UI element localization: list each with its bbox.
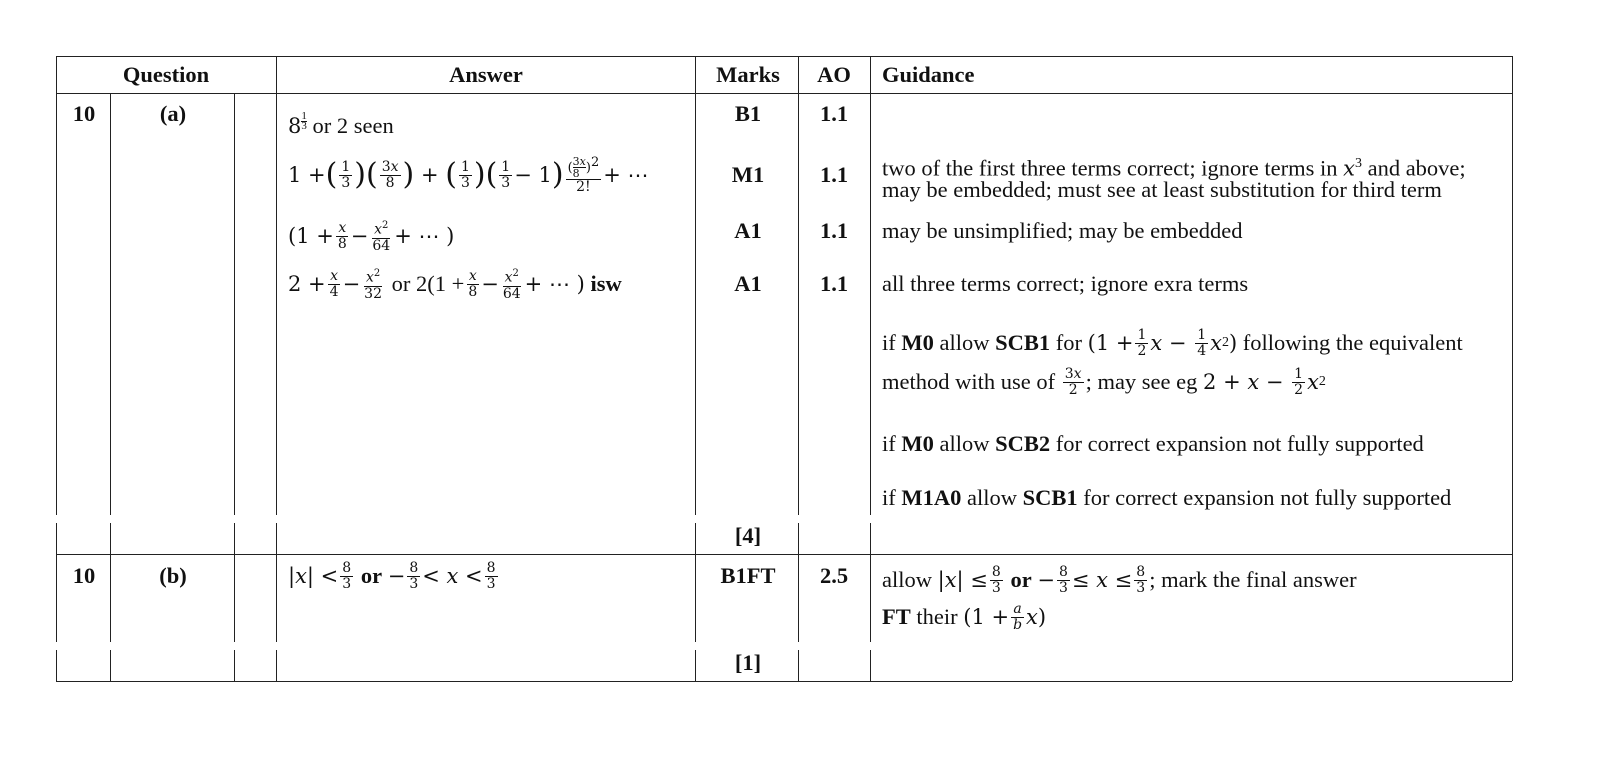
ao-value: 1.1 xyxy=(819,218,849,243)
header-ao: AO xyxy=(817,62,851,87)
ao-left-border xyxy=(798,56,799,681)
guidance-text: may be unsimplified; may be embedded xyxy=(882,218,1243,243)
question-part: (a) xyxy=(159,101,187,126)
question-number: 10 xyxy=(72,101,96,126)
qnum-divider xyxy=(110,650,111,681)
row-a-bottom-border xyxy=(56,554,1512,555)
right-border xyxy=(1512,56,1513,681)
line-gap xyxy=(690,515,700,523)
part-divider xyxy=(234,650,235,681)
header-answer: Answer xyxy=(449,62,523,87)
mark-code: B1FT xyxy=(720,563,776,588)
guidance-b-line1: allow | x | ≤ $\frac{8}{3}$ or − $\frac{8}{3}$ ≤ x ≤ $\frac{8}{3}$ ; mark the final answer xyxy=(882,563,1357,596)
guidance-sc-note-1-cont: method with use of 3x 2 ; may see eg 2 + x − $\frac{1}{2}$ x 2 xyxy=(882,365,1326,398)
table-top-border xyxy=(56,56,1512,57)
line-gap xyxy=(271,515,281,523)
line-gap xyxy=(271,642,281,650)
header-guidance: Guidance xyxy=(882,62,975,87)
ao-value: 1.1 xyxy=(819,271,849,296)
guidance-left-border xyxy=(870,56,871,681)
part-divider xyxy=(234,554,235,642)
answer-line-4: 2 + $\frac{x}{4}$ − $\frac{x^2}{32}$ or 2(1 + $\frac{x}{8}$ − $\frac{x^2}{64}$ + ⋯ ) isw xyxy=(288,267,622,302)
question-part: (b) xyxy=(159,563,187,588)
header-question: Question xyxy=(122,62,210,87)
marks-left-border xyxy=(695,56,696,681)
mark-total: [4] xyxy=(734,523,762,548)
guidance-sc-note-3: if M1A0 allow SCB1 for correct expansion not fully supported xyxy=(882,485,1452,510)
mark-code: B1 xyxy=(734,101,762,126)
line-gap xyxy=(51,642,61,650)
line-gap xyxy=(793,642,803,650)
mark-code: A1 xyxy=(734,271,762,296)
guidance-text: all three terms correct; ignore exra terms xyxy=(882,271,1249,296)
question-number: 10 xyxy=(72,563,96,588)
line-gap xyxy=(865,515,875,523)
line-gap xyxy=(690,642,700,650)
guidance-sc-note-1: if M0 allow SCB1 for (1 + $\frac{1}{2}$ x − $\frac{1}{4}$ x 2 ) following the equivalent xyxy=(882,326,1463,359)
line-gap xyxy=(793,515,803,523)
guidance-text: may be embedded; must see at least substitution for third term xyxy=(882,177,1442,202)
qnum-divider xyxy=(110,523,111,554)
part-divider xyxy=(234,523,235,554)
line-gap xyxy=(865,642,875,650)
ao-value: 1.1 xyxy=(819,162,849,187)
ao-value: 2.5 xyxy=(819,563,849,588)
ao-value: 1.1 xyxy=(819,101,849,126)
mark-code: M1 xyxy=(731,162,765,187)
answer-line-2: 1 + ( 1 3 ) ( 3x 8 ) + ( 1 3 ) ( 1 3 − 1 ) ( $\frac{3x}{8}$ )$^2$ 2! + ⋯ xyxy=(288,154,649,196)
qnum-divider xyxy=(110,93,111,515)
qnum-divider xyxy=(110,554,111,642)
mark-scheme-table xyxy=(56,56,1560,705)
guidance-b-line2: FT their (1 + $\frac{a}{b}$ x ) xyxy=(882,600,1047,633)
answer-b: | x | < 8 3 or − $\frac{8}{3}$ < x < 8 3 xyxy=(288,559,496,592)
part-divider xyxy=(234,93,235,515)
guidance-sc-note-2: if M0 allow SCB2 for correct expansion not fully supported xyxy=(882,431,1424,456)
answer-line-3: (1 + $\frac{x}{8}$ − $\frac{x^2}{64}$ + ⋯ ) xyxy=(288,219,455,254)
answer-left-border xyxy=(276,56,277,681)
guidance-text: two of the first three terms correct; ignore terms in $x^3$ and above; xyxy=(882,155,1466,181)
header-bottom-border xyxy=(56,93,1512,94)
answer-line-1: 8 $\frac{1}{3}$ or 2 seen xyxy=(288,110,394,138)
one-third-exponent: $\frac{1}{3}$ xyxy=(301,110,307,132)
header-marks: Marks xyxy=(716,62,780,87)
line-gap xyxy=(51,515,61,523)
table-bottom-border xyxy=(56,681,1512,682)
left-border xyxy=(56,56,57,681)
mark-code: A1 xyxy=(734,218,762,243)
mark-total: [1] xyxy=(734,650,762,675)
